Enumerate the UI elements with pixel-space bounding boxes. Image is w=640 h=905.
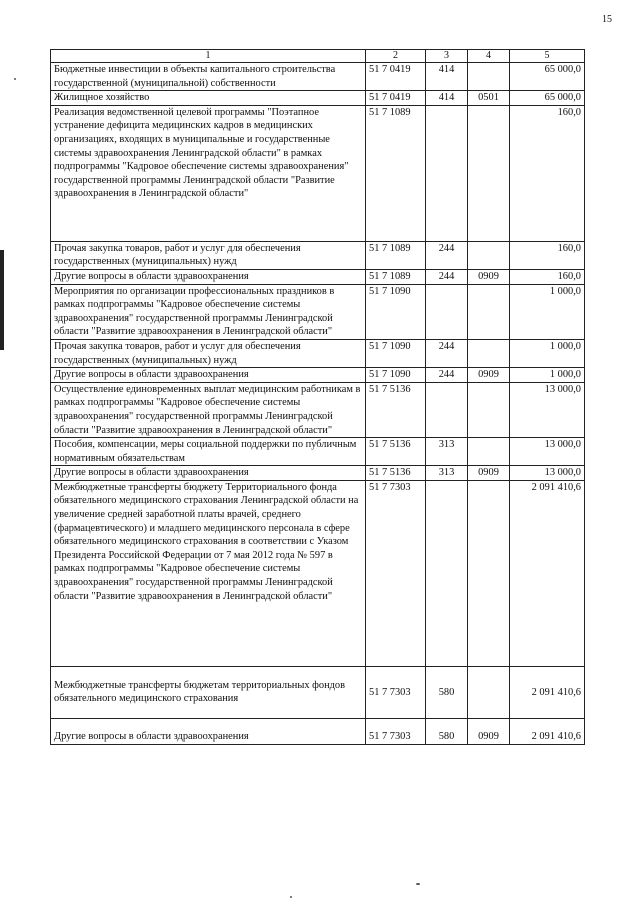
row-amount: 13 000,0	[510, 382, 585, 437]
row-target-code: 51 7 5136	[366, 466, 426, 481]
row-section-code	[468, 105, 510, 241]
row-amount: 2 091 410,6	[510, 718, 585, 744]
page-number: 15	[602, 14, 612, 25]
row-amount: 1 000,0	[510, 368, 585, 383]
row-name: Межбюджетные трансферты бюджетам территориальных фондов обязательного медицинского страхования	[51, 666, 366, 718]
table-row	[51, 480, 585, 666]
row-amount: 65 000,0	[510, 63, 585, 91]
row-section-code	[468, 339, 510, 367]
row-name: Реализация ведомственной целевой программы "Поэтапное устранение дефицита медицинских кадров в медицинских организациях, входящих в муниципальные и государственные системы здравоохранения Ленинградской области" в рамках подпрограммы "Кадровое обеспечение системы здравоохранения" государственной программы Ленинградской области "Развитие здравоохранения в Ленинградской области"	[51, 105, 366, 241]
row-name: Другие вопросы в области здравоохранения	[51, 368, 366, 383]
row-expense-type: 244	[426, 241, 468, 269]
row-target-code: 51 7 0419	[366, 63, 426, 91]
row-expense-type: 244	[426, 339, 468, 367]
table-row	[51, 466, 585, 481]
row-target-code: 51 7 1089	[366, 269, 426, 284]
row-target-code: 51 7 1090	[366, 339, 426, 367]
row-section-code	[468, 480, 510, 666]
row-section-code: 0909	[468, 368, 510, 383]
header-col-4: 4	[468, 50, 510, 63]
scan-speck	[14, 78, 16, 80]
row-target-code: 51 7 1089	[366, 105, 426, 241]
row-section-code: 0909	[468, 466, 510, 481]
row-expense-type	[426, 105, 468, 241]
row-name: Межбюджетные трансферты бюджету Территориального фонда обязательного медицинского страхования Ленинградской области на увеличение средней заработной платы врачей, среднего (фармацевтического) и младшего медицинского персонала в сфере обязательного медицинского страхования в соответствии с Указом Президента Российской Федерации от 7 мая 2012 года № 597 в рамках подпрограммы "Кадровое обеспечение системы здравоохранения" государственной программы Ленинградской области "Развитие здравоохранения в Ленинградской области"	[51, 480, 366, 666]
row-target-code: 51 7 1090	[366, 284, 426, 339]
row-target-code: 51 7 5136	[366, 438, 426, 466]
row-name: Другие вопросы в области здравоохранения	[51, 269, 366, 284]
row-expense-type: 244	[426, 368, 468, 383]
header-col-1: 1	[51, 50, 366, 63]
table-row	[51, 105, 585, 241]
table-row	[51, 718, 585, 744]
row-amount: 13 000,0	[510, 466, 585, 481]
row-amount: 160,0	[510, 241, 585, 269]
scan-speck	[290, 896, 292, 898]
row-amount: 2 091 410,6	[510, 480, 585, 666]
row-expense-type	[426, 480, 468, 666]
row-expense-type: 414	[426, 63, 468, 91]
row-section-code: 0909	[468, 718, 510, 744]
row-section-code	[468, 438, 510, 466]
table-header-row	[51, 50, 585, 63]
row-section-code	[468, 241, 510, 269]
scan-speck	[416, 883, 420, 885]
row-section-code: 0909	[468, 269, 510, 284]
row-name: Прочая закупка товаров, работ и услуг для обеспечения государственных (муниципальных) нужд	[51, 339, 366, 367]
row-section-code	[468, 63, 510, 91]
table-row	[51, 339, 585, 367]
row-expense-type: 580	[426, 666, 468, 718]
row-target-code: 51 7 5136	[366, 382, 426, 437]
row-target-code: 51 7 1089	[366, 241, 426, 269]
row-name: Пособия, компенсации, меры социальной поддержки по публичным нормативным обязательствам	[51, 438, 366, 466]
row-expense-type: 580	[426, 718, 468, 744]
table-row	[51, 438, 585, 466]
row-expense-type: 244	[426, 269, 468, 284]
row-target-code: 51 7 0419	[366, 91, 426, 106]
row-amount: 160,0	[510, 105, 585, 241]
budget-table	[50, 49, 585, 745]
row-target-code: 51 7 1090	[366, 368, 426, 383]
row-section-code	[468, 666, 510, 718]
row-name: Другие вопросы в области здравоохранения	[51, 718, 366, 744]
row-expense-type: 414	[426, 91, 468, 106]
row-expense-type	[426, 382, 468, 437]
row-name: Прочая закупка товаров, работ и услуг для обеспечения государственных (муниципальных) нужд	[51, 241, 366, 269]
row-expense-type: 313	[426, 466, 468, 481]
row-amount: 1 000,0	[510, 284, 585, 339]
table-row	[51, 63, 585, 91]
table-row	[51, 368, 585, 383]
table-row	[51, 241, 585, 269]
header-col-5: 5	[510, 50, 585, 63]
table-row	[51, 91, 585, 106]
row-section-code	[468, 284, 510, 339]
row-name: Жилищное хозяйство	[51, 91, 366, 106]
header-col-3: 3	[426, 50, 468, 63]
row-amount: 160,0	[510, 269, 585, 284]
row-name: Мероприятия по организации профессиональных праздников в рамках подпрограммы "Кадровое обеспечение системы здравоохранения" государственной программы Ленинградской области "Развитие здравоохранения в Ленинградской области"	[51, 284, 366, 339]
table-row	[51, 269, 585, 284]
table-row	[51, 382, 585, 437]
table-row	[51, 666, 585, 718]
row-amount: 13 000,0	[510, 438, 585, 466]
row-expense-type: 313	[426, 438, 468, 466]
row-section-code	[468, 382, 510, 437]
row-name: Осуществление единовременных выплат медицинским работникам в рамках подпрограммы "Кадровое обеспечение системы здравоохранения" государственной программы Ленинградской области "Развитие здравоохранения в Ленинградской области"	[51, 382, 366, 437]
header-col-2: 2	[366, 50, 426, 63]
row-amount: 1 000,0	[510, 339, 585, 367]
row-target-code: 51 7 7303	[366, 480, 426, 666]
row-expense-type	[426, 284, 468, 339]
row-name: Другие вопросы в области здравоохранения	[51, 466, 366, 481]
row-amount: 2 091 410,6	[510, 666, 585, 718]
row-amount: 65 000,0	[510, 91, 585, 106]
row-target-code: 51 7 7303	[366, 666, 426, 718]
row-name: Бюджетные инвестиции в объекты капитального строительства государственной (муниципальной) собственности	[51, 63, 366, 91]
scan-edge-mark	[0, 250, 4, 350]
row-target-code: 51 7 7303	[366, 718, 426, 744]
row-section-code: 0501	[468, 91, 510, 106]
table-row	[51, 284, 585, 339]
